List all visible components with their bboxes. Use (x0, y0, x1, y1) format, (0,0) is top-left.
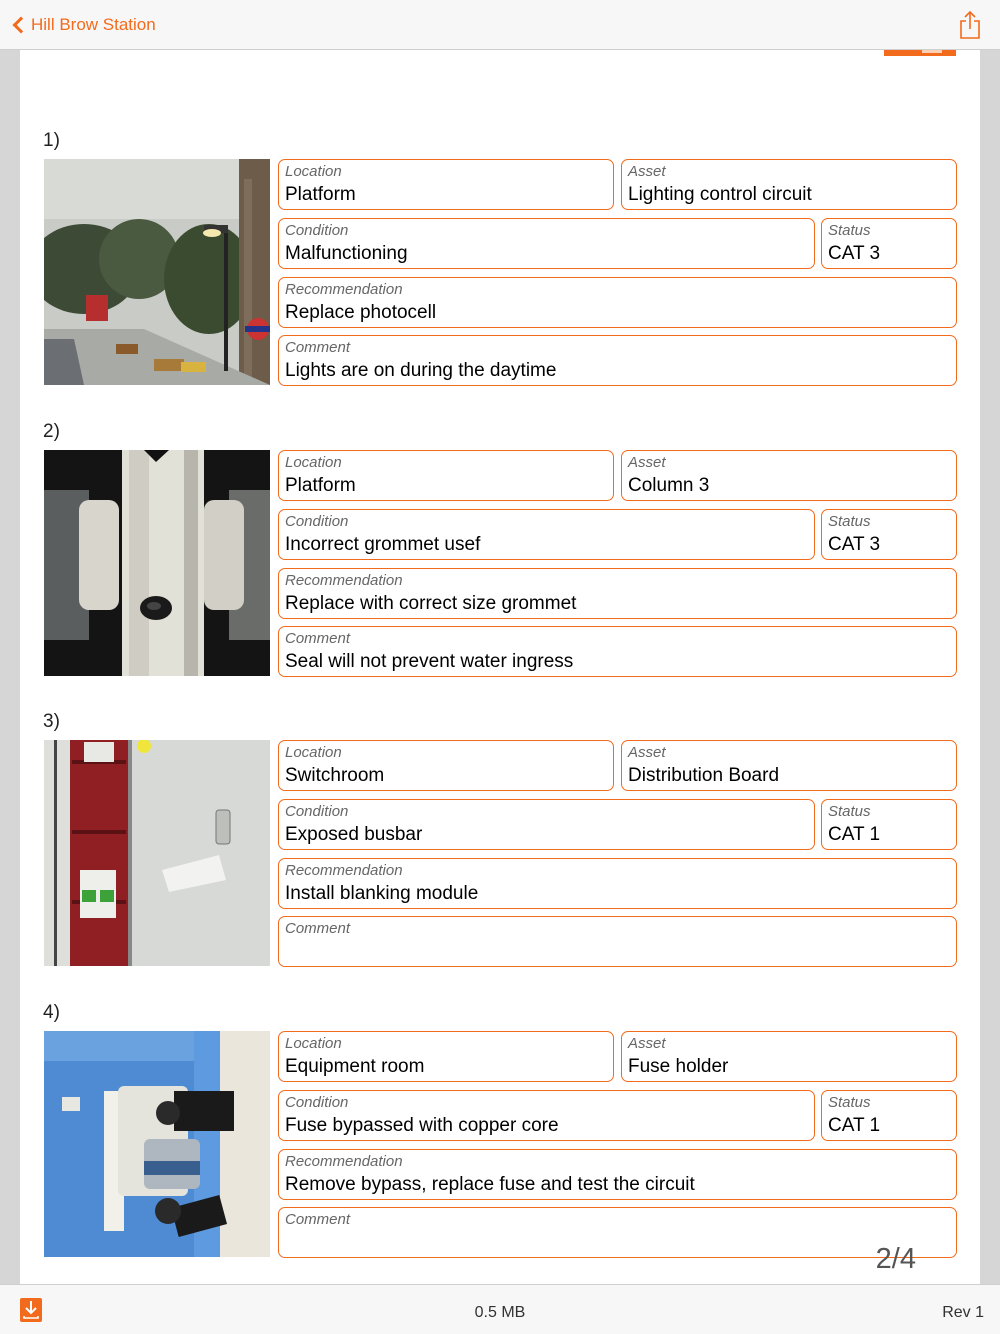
asset-field[interactable] (621, 740, 957, 791)
asset-field[interactable] (621, 159, 957, 210)
condition-value: Incorrect grommet usef (285, 534, 481, 555)
comment-label: Comment (285, 630, 351, 647)
location-field[interactable] (278, 450, 614, 501)
platform-lamp-photo-image (44, 159, 270, 385)
recommendation-field[interactable] (278, 568, 957, 619)
fuse-holder-photo-image (44, 1031, 270, 1257)
asset-label: Asset (628, 744, 666, 761)
revision-label: Rev 1 (942, 1304, 984, 1321)
status-label: Status (828, 513, 871, 530)
asset-label: Asset (628, 1035, 666, 1052)
condition-label: Condition (285, 222, 349, 239)
comment-value: Seal will not prevent water ingress (285, 651, 574, 672)
location-field[interactable] (278, 740, 614, 791)
status-label: Status (828, 222, 871, 239)
finding-photo-column[interactable] (44, 450, 270, 676)
status-value: CAT 1 (828, 1115, 881, 1136)
recommendation-label: Recommendation (285, 1153, 403, 1170)
finding-number: 3) (43, 711, 60, 732)
finding-1 (20, 130, 980, 390)
recommendation-field[interactable] (278, 277, 957, 328)
status-value: CAT 3 (828, 534, 881, 555)
location-value: Switchroom (285, 765, 385, 786)
condition-label: Condition (285, 803, 349, 820)
finding-photo-fuse-holder[interactable] (44, 1031, 270, 1257)
asset-value: Fuse holder (628, 1056, 729, 1077)
status-label: Status (828, 803, 871, 820)
condition-value: Fuse bypassed with copper core (285, 1115, 559, 1136)
document-page (20, 50, 980, 1284)
recommendation-value: Remove bypass, replace fuse and test the circuit (285, 1174, 695, 1195)
comment-label: Comment (285, 1211, 351, 1228)
comment-label: Comment (285, 339, 351, 356)
recommendation-value: Replace with correct size grommet (285, 593, 577, 614)
finding-3 (20, 711, 980, 971)
status-field[interactable] (821, 218, 957, 269)
location-field[interactable] (278, 1031, 614, 1082)
location-value: Equipment room (285, 1056, 425, 1077)
status-field[interactable] (821, 799, 957, 850)
comment-field[interactable] (278, 1207, 957, 1258)
condition-value: Malfunctioning (285, 243, 408, 264)
recommendation-field[interactable] (278, 858, 957, 909)
asset-value: Lighting control circuit (628, 184, 812, 205)
location-label: Location (285, 1035, 342, 1052)
finding-number: 2) (43, 421, 60, 442)
condition-field[interactable] (278, 509, 815, 560)
comment-field[interactable] (278, 626, 957, 677)
recommendation-value: Replace photocell (285, 302, 437, 323)
status-label: Status (828, 1094, 871, 1111)
finding-photo-platform-lamp[interactable] (44, 159, 270, 385)
recommendation-value: Install blanking module (285, 883, 479, 904)
status-value: CAT 3 (828, 243, 881, 264)
distribution-board-photo-image (44, 740, 270, 966)
status-field[interactable] (821, 1090, 957, 1141)
condition-label: Condition (285, 513, 349, 530)
status-field[interactable] (821, 509, 957, 560)
location-value: Platform (285, 184, 356, 205)
location-field[interactable] (278, 159, 614, 210)
back-button[interactable] (10, 12, 156, 38)
condition-label: Condition (285, 1094, 349, 1111)
page-indicator: 2/4 (875, 1243, 916, 1275)
comment-value: Lights are on during the daytime (285, 360, 557, 381)
asset-label: Asset (628, 454, 666, 471)
location-value: Platform (285, 475, 356, 496)
comment-label: Comment (285, 920, 351, 937)
asset-value: Column 3 (628, 475, 710, 496)
finding-4 (20, 1002, 980, 1262)
condition-field[interactable] (278, 218, 815, 269)
asset-field[interactable] (621, 450, 957, 501)
share-button[interactable] (958, 10, 982, 40)
asset-label: Asset (628, 163, 666, 180)
location-label: Location (285, 454, 342, 471)
back-button-label: Hill Brow Station (31, 15, 156, 34)
recommendation-field[interactable] (278, 1149, 957, 1200)
recommendation-label: Recommendation (285, 862, 403, 879)
asset-field[interactable] (621, 1031, 957, 1082)
condition-field[interactable] (278, 1090, 815, 1141)
recommendation-label: Recommendation (285, 281, 403, 298)
comment-field[interactable] (278, 335, 957, 386)
file-size: 0.5 MB (474, 1304, 526, 1321)
bottom-toolbar (0, 1284, 1000, 1334)
finding-number: 1) (43, 130, 60, 151)
page-top-tab (884, 50, 956, 56)
status-value: CAT 1 (828, 824, 881, 845)
condition-value: Exposed busbar (285, 824, 423, 845)
finding-photo-distribution-board[interactable] (44, 740, 270, 966)
chevron-left-icon (13, 17, 30, 34)
comment-field[interactable] (278, 916, 957, 967)
location-label: Location (285, 163, 342, 180)
location-label: Location (285, 744, 342, 761)
asset-value: Distribution Board (628, 765, 780, 786)
condition-field[interactable] (278, 799, 815, 850)
finding-2 (20, 421, 980, 681)
recommendation-label: Recommendation (285, 572, 403, 589)
navigation-bar (0, 0, 1000, 50)
column-photo-image (44, 450, 270, 676)
finding-number: 4) (43, 1002, 60, 1023)
share-icon (958, 10, 982, 40)
